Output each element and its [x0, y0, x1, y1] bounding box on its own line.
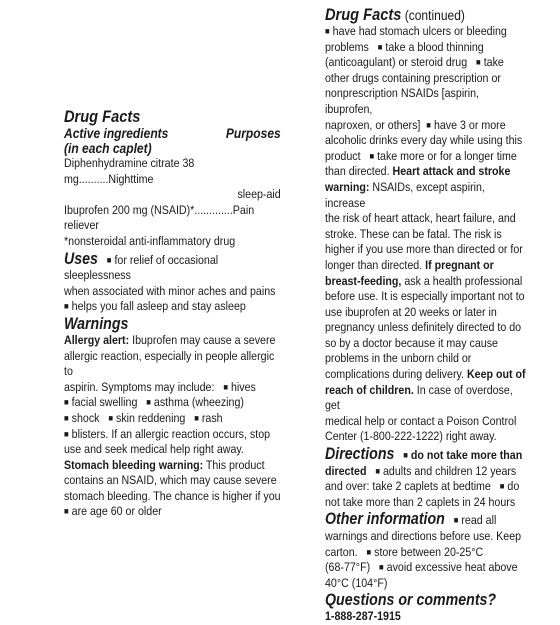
warn-text: have had stomach ulcers or bleeding [332, 24, 507, 38]
allergy-line-1 [64, 333, 281, 349]
blisters-text-2: use and seek medical help right away. [64, 442, 244, 457]
other-info-line-2: warnings and directions before use. Keep [325, 529, 522, 543]
ingredient-ibuprofen: Ibuprofen 200 mg (NSAID)*.............Pain reliever [64, 202, 255, 233]
other-info-text: avoid excessive heat above [386, 560, 518, 575]
other-info-line-1 [325, 510, 528, 529]
bullet-icon: ■ [106, 254, 112, 265]
warn-line-6 [325, 118, 528, 134]
warn-line-11: the risk of heart attack, heart failure, and [325, 211, 516, 226]
symptom-skin-reddening: skin reddening [116, 410, 186, 425]
warn-text: problems [325, 39, 369, 54]
warn-line-13: higher if you use more than directed or for [325, 242, 523, 257]
uses-text-3: helps you fall asleep and stay asleep [71, 299, 246, 314]
other-info-text: store between 20-25°C [374, 544, 484, 559]
allergy-text-2: allergic reaction, especially in people allergic to [64, 348, 275, 379]
warn-text: complications during delivery. [325, 367, 467, 382]
active-ingredients-heading: Active ingredients [64, 125, 169, 141]
bullet-icon: ■ [64, 301, 69, 312]
keep-out-label: Keep out of [466, 367, 526, 382]
warn-text: naproxen, or others] [325, 117, 421, 132]
warn-line-24: Center (1-800-222-1222) right away. [325, 429, 497, 444]
right-title-text: Drug Facts [325, 5, 402, 24]
warn-text: take more or for a longer time [377, 148, 517, 163]
bullet-icon: ■ [375, 465, 381, 476]
pregnant-label: If pregnant or [425, 257, 494, 272]
purposes-heading: Purposes [225, 125, 281, 141]
stomach-text-4: are age 60 or older [71, 504, 162, 519]
nsaid-footnote: *nonsteroidal anti-inflammatory drug [64, 233, 236, 248]
warn-text: have 3 or more [433, 117, 506, 132]
directions-line-2 [325, 464, 528, 480]
allergy-text-1: Ibuprofen may cause a severe [129, 332, 276, 347]
warn-line-2 [325, 40, 528, 56]
uses-text-2: when associated with minor aches and pains [64, 283, 276, 298]
bullet-icon: ■ [379, 562, 384, 573]
symptom-line-3 [64, 427, 281, 443]
uses-heading: Uses [64, 249, 98, 268]
phone-number: 1-888-287-1915 [325, 609, 401, 624]
bullet-icon: ■ [64, 397, 69, 408]
bullet-icon: ■ [403, 450, 408, 461]
warn-line-8 [325, 149, 528, 165]
directions-text: adults and children 12 years [382, 463, 517, 478]
other-info-text: read all [461, 513, 497, 528]
warn-line-4: other drugs containing prescription or [325, 70, 501, 85]
directions-line-1 [325, 445, 528, 464]
ingredient-purpose-sleep-aid: sleep-aid [237, 187, 281, 202]
warn-line-17: use ibuprofen at 20 weeks or later in [325, 304, 497, 319]
allergy-text-3: aspirin. Symptoms may include: [64, 379, 215, 394]
warn-line-14 [325, 258, 528, 274]
breast-feeding-label: breast-feeding, [325, 273, 402, 288]
warn-line-9 [325, 164, 528, 180]
warn-text: than directed. [325, 164, 393, 179]
stomach-line-1 [64, 458, 281, 474]
warn-text: ask a health professional [401, 273, 523, 288]
warn-line-15 [325, 274, 528, 290]
questions-heading: Questions or comments? [325, 591, 497, 610]
symptom-facial-swelling: facial swelling [71, 395, 138, 410]
symptom-rash: rash [201, 410, 223, 425]
other-info-line-3 [325, 545, 528, 561]
other-info-line-4 [325, 560, 528, 576]
bullet-icon: ■ [223, 381, 228, 392]
warn-line-7: alcoholic drinks every day while using this [325, 133, 523, 148]
directions-text: do not take more than [410, 448, 523, 463]
warn-text: NSAIDs, except aspirin, increase [325, 179, 485, 210]
directions-line-4: not take more than 2 caplets in 24 hours [325, 494, 516, 509]
warn-line-19: so by a doctor because it may cause [325, 335, 498, 350]
uses-line-3 [64, 299, 281, 315]
continued-label: (continued) [401, 7, 465, 23]
stomach-text-3: stomach bleeding. The chance is higher if you [64, 488, 281, 503]
warnings-heading: Warnings [64, 314, 129, 333]
bullet-icon: ■ [366, 546, 372, 557]
directions-text: and over: take 2 caplets at bedtime [325, 479, 491, 494]
warn-line-3 [325, 55, 528, 71]
stomach-text-1: This product [203, 457, 265, 472]
allergy-line-3 [64, 380, 281, 396]
other-information-heading: Other information [325, 510, 445, 529]
drug-facts-left-column [64, 108, 281, 520]
warn-line-16: before use. It is especially important not to [325, 289, 525, 304]
other-info-line-5: 40°C (104°F) [325, 575, 388, 590]
warn-line-12: stroke. These can be fatal. The risk is [325, 226, 502, 241]
bullet-icon: ■ [64, 428, 69, 439]
warn-text: product [325, 148, 361, 163]
warn-text: (anticoagulant) or steroid drug [325, 55, 468, 70]
warn-line-10 [325, 180, 528, 211]
symptom-line-2 [64, 411, 281, 427]
other-info-text: (68-77°F) [325, 560, 371, 575]
warn-line-5: nonprescription NSAIDs [aspirin, ibuprofen, [325, 86, 479, 116]
directions-text: do [507, 479, 520, 494]
heart-attack-label: Heart attack and stroke [392, 164, 511, 179]
symptom-asthma: asthma (wheezing) [153, 395, 244, 410]
symptom-blisters: blisters. If an allergic reaction occurs, stop [71, 426, 271, 441]
warn-text: take a blood thinning [385, 39, 484, 54]
warn-line-21 [325, 367, 528, 383]
symptom-shock: shock [71, 410, 100, 425]
bullet-icon: ■ [194, 412, 199, 423]
drug-facts-title: Drug Facts [64, 107, 141, 126]
directions-text: directed [325, 463, 367, 478]
warn-line-1 [325, 24, 528, 40]
warn-text: take [483, 55, 504, 70]
drug-facts-continued-title [325, 6, 528, 24]
bullet-icon: ■ [325, 26, 330, 36]
directions-heading: Directions [325, 445, 395, 464]
uses-text-1: for relief of occasional sleeplessness [64, 252, 219, 283]
warn-text: longer than directed. [325, 257, 426, 272]
warn-line-23: medical help or contact a Poison Control [325, 413, 517, 428]
bullet-icon: ■ [64, 412, 69, 423]
bullet-icon: ■ [369, 150, 375, 161]
bullet-icon: ■ [146, 397, 151, 408]
ingredient-diphenhydramine: Diphenhydramine citrate 38 mg..........Nighttime [64, 156, 195, 186]
active-ingredients-header [64, 126, 281, 141]
warn-line-22 [325, 383, 528, 414]
bullet-icon: ■ [426, 119, 431, 130]
each-caplet-heading: (in each caplet) [64, 140, 152, 156]
stomach-text-2: contains an NSAID, which may cause severe [64, 473, 277, 488]
drug-facts-right-column [325, 6, 528, 625]
other-info-text: carton. [325, 544, 358, 559]
allergy-alert-label: Allergy alert: [64, 332, 130, 347]
bullet-icon: ■ [108, 412, 114, 423]
warn-line-20: problems in the unborn child or [325, 351, 472, 366]
symptom-line-1 [64, 395, 281, 411]
stomach-line-4 [64, 504, 281, 520]
stomach-warning-label: Stomach bleeding warning: [64, 457, 204, 472]
bullet-icon: ■ [499, 481, 505, 492]
uses-line-1 [64, 250, 281, 284]
bullet-icon: ■ [453, 515, 459, 526]
warning-label: warning: [325, 179, 370, 194]
reach-of-children-label: reach of children. [325, 382, 414, 397]
bullet-icon: ■ [476, 57, 481, 68]
symptom-hives: hives [230, 379, 256, 394]
warn-line-18: pregnancy unless definitely directed to do [325, 320, 522, 335]
bullet-icon: ■ [377, 41, 383, 52]
warn-text: In case of overdose, get [325, 382, 513, 413]
bullet-icon: ■ [64, 506, 69, 517]
directions-line-3 [325, 479, 528, 495]
